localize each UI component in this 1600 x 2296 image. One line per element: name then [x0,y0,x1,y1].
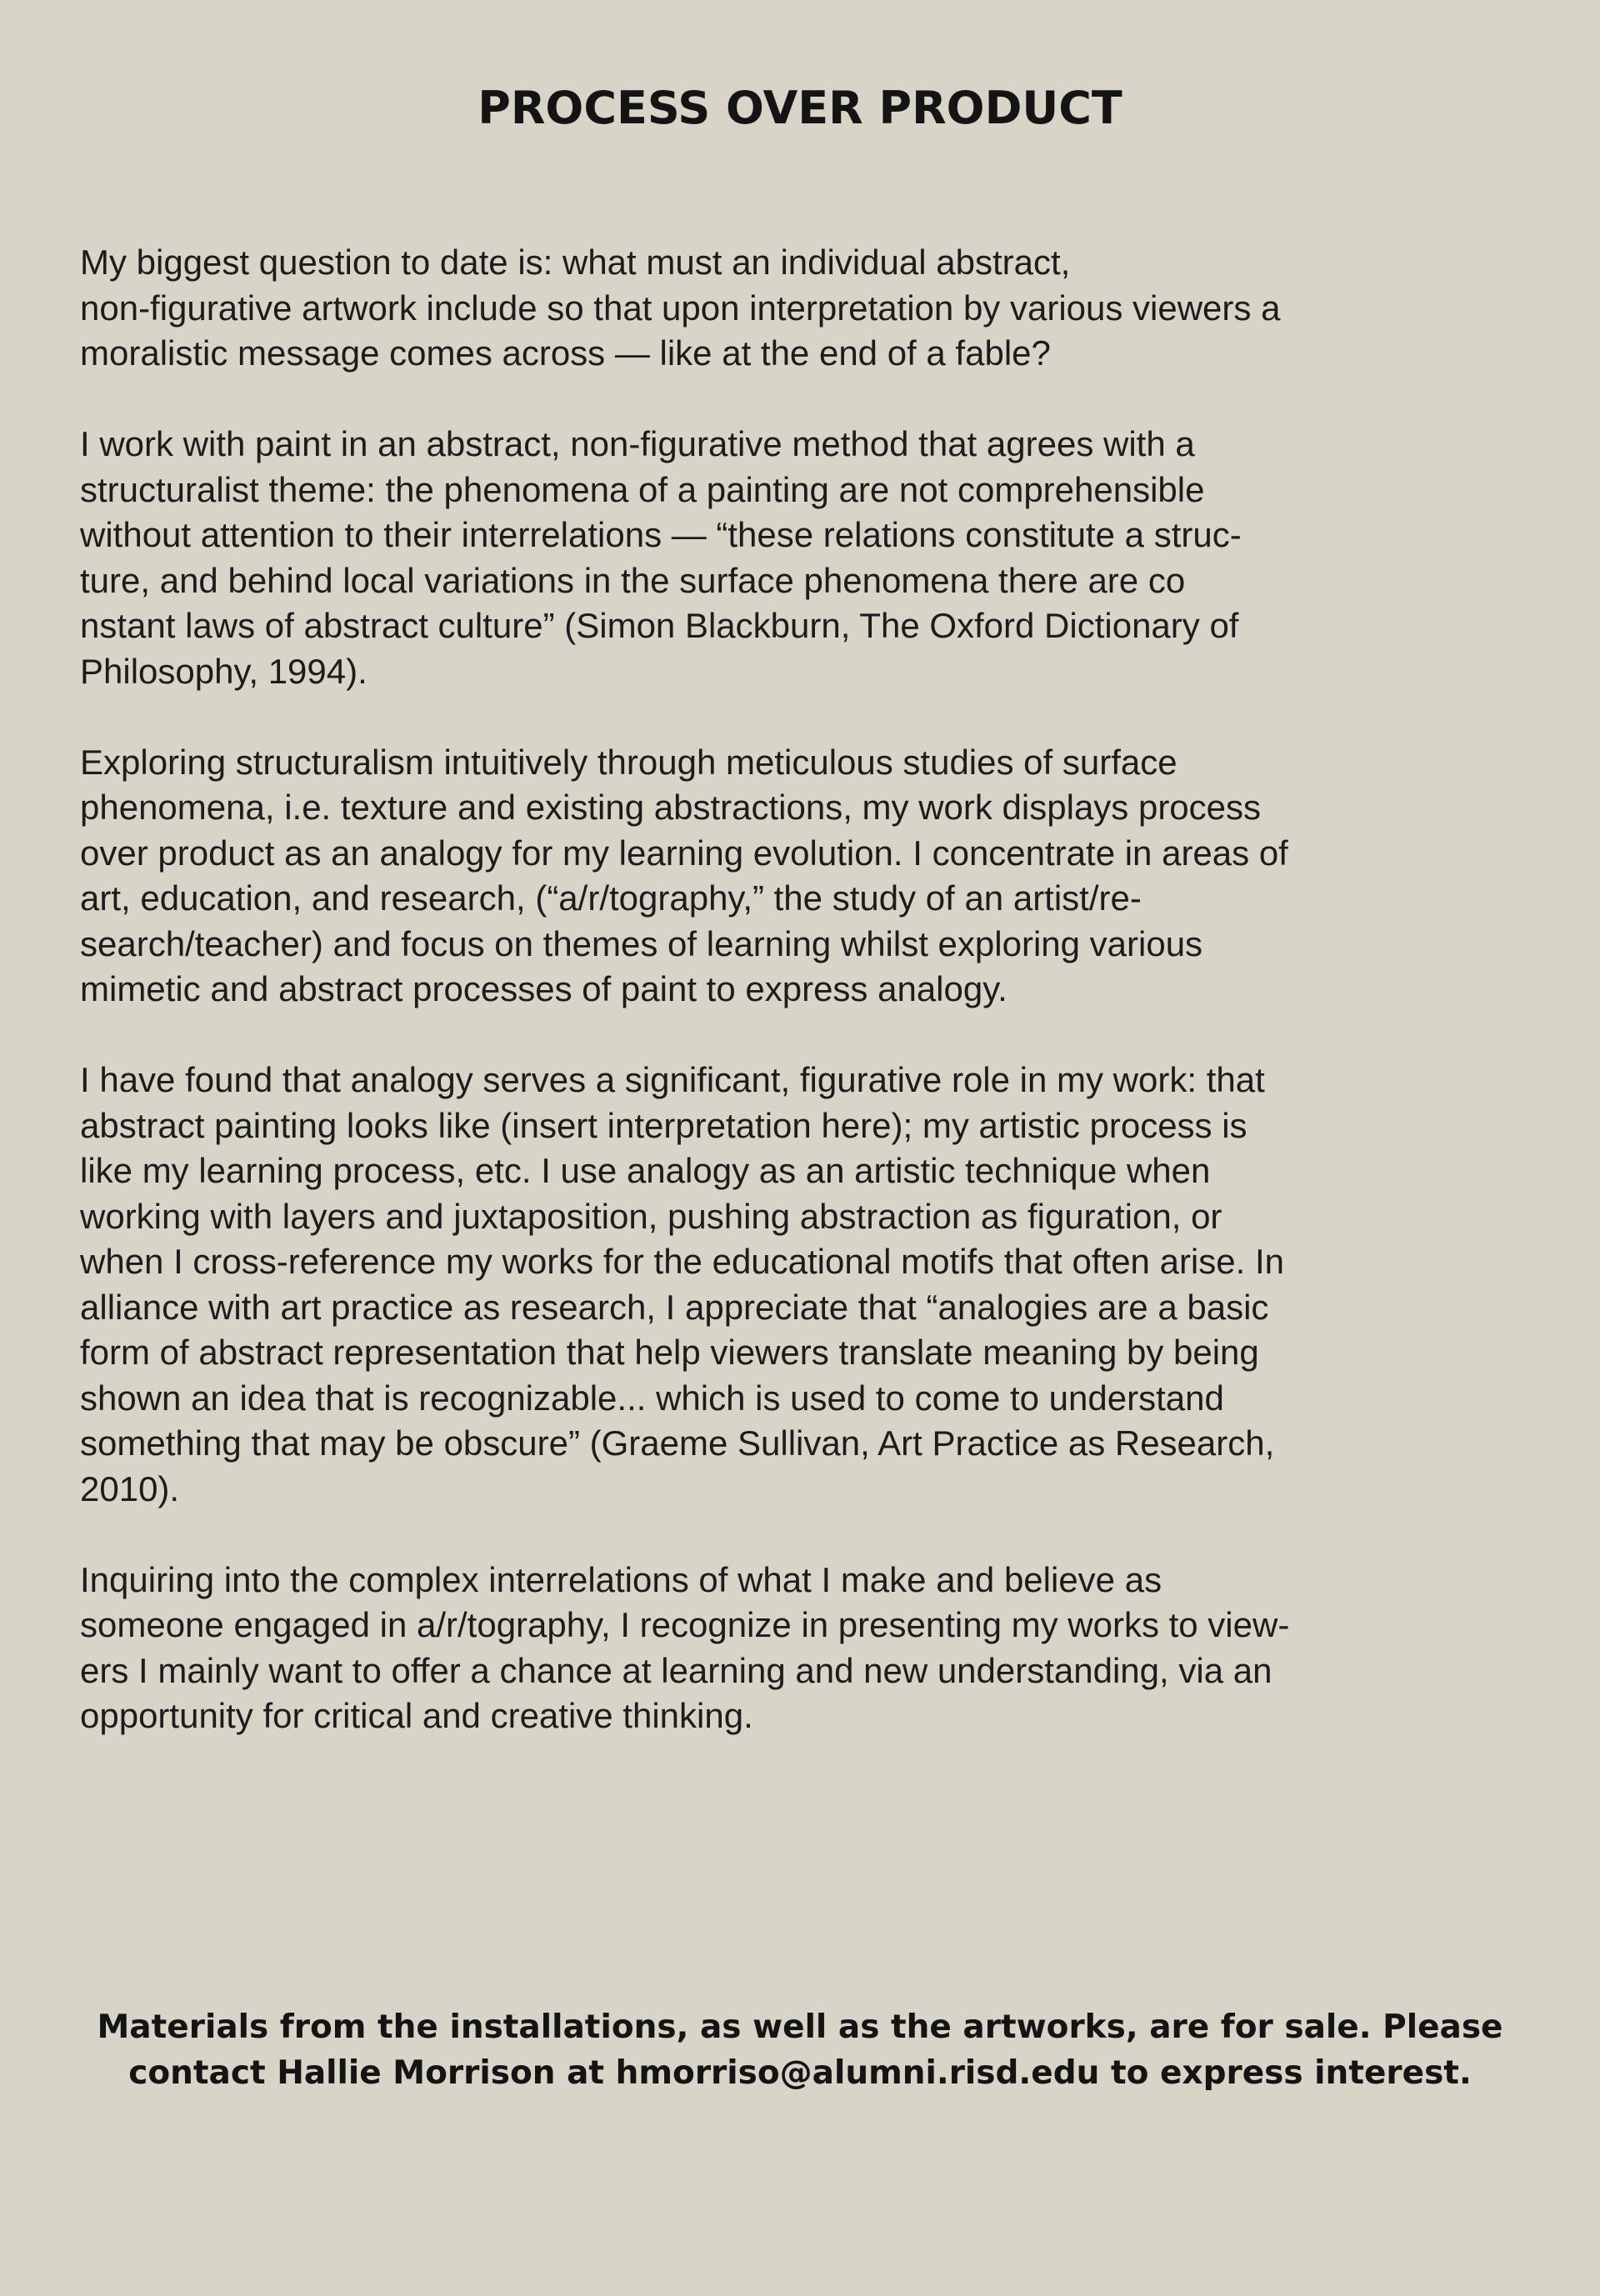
contact-line: contact Hallie Morrison at hmorriso@alumni.risd.edu to express interest. [128,2054,1472,2092]
text-line: someone engaged in a/r/tography, I recognize in presenting my works to view- [80,1605,1290,1644]
paragraph-5 [80,1558,1526,1739]
text-line: Inquiring into the complex interrelations of what I make and believe as [80,1559,1162,1599]
text-line: art, education, and research, (“a/r/tography,” the study of an artist/re- [80,878,1142,918]
sale-notice-line: Materials from the installations, as well as the artworks, are for sale. Please [97,2008,1503,2046]
text-line: form of abstract representation that help viewers translate meaning by being [80,1333,1259,1372]
text-line: abstract painting looks like (insert interpretation here); my artistic process is [80,1105,1248,1145]
paragraph-3 [80,740,1526,1013]
sale-notice [0,2004,1600,2096]
text-line: opportunity for critical and creative thinking. [80,1696,753,1735]
text-line: Exploring structuralism intuitively through meticulous studies of surface [80,742,1178,782]
text-line: ture, and behind local variations in the surface phenomena there are co [80,560,1186,600]
text-line: mimetic and abstract processes of paint to express analogy. [80,969,1008,1008]
body-text [80,240,1526,1784]
text-line: moralistic message comes across — like at the end of a fable? [80,333,1051,373]
text-line: working with layers and juxtaposition, pushing abstraction as figuration, or [80,1196,1222,1236]
text-line: ers I mainly want to offer a chance at learning and new understanding, via an [80,1650,1272,1690]
text-line: like my learning process, etc. I use analogy as an artistic technique when [80,1151,1211,1190]
text-line: when I cross-reference my works for the educational motifs that often arise. In [80,1242,1284,1281]
text-line: non-figurative artwork include so that upon interpretation by various viewers a [80,288,1281,328]
paragraph-2 [80,422,1526,694]
paragraph-1 [80,240,1526,377]
text-line: structuralist theme: the phenomena of a painting are not comprehensible [80,469,1205,509]
page-title: PROCESS OVER PRODUCT [478,82,1122,134]
text-line: without attention to their interrelations — “these relations constitute a struc- [80,515,1242,554]
text-line: My biggest question to date is: what must an individual abstract, [80,243,1071,282]
text-line: I work with paint in an abstract, non-figurative method that agrees with a [80,424,1195,463]
text-line: something that may be obscure” (Graeme Sullivan, Art Practice as Research, [80,1423,1275,1463]
text-line: shown an idea that is recognizable... which is used to come to understand [80,1378,1224,1418]
text-line: I have found that analogy serves a significant, figurative role in my work: that [80,1060,1265,1099]
text-line: search/teacher) and focus on themes of learning whilst exploring various [80,923,1203,963]
text-line: over product as an analogy for my learning evolution. I concentrate in areas of [80,833,1288,873]
text-line: Philosophy, 1994). [80,651,368,691]
text-line: alliance with art practice as research, I appreciate that “analogies are a basic [80,1287,1269,1327]
text-line: 2010). [80,1468,180,1508]
text-line: nstant laws of abstract culture” (Simon Blackburn, The Oxford Dictionary of [80,606,1239,645]
paragraph-4 [80,1058,1526,1512]
text-line: phenomena, i.e. texture and existing abstractions, my work displays process [80,788,1262,827]
